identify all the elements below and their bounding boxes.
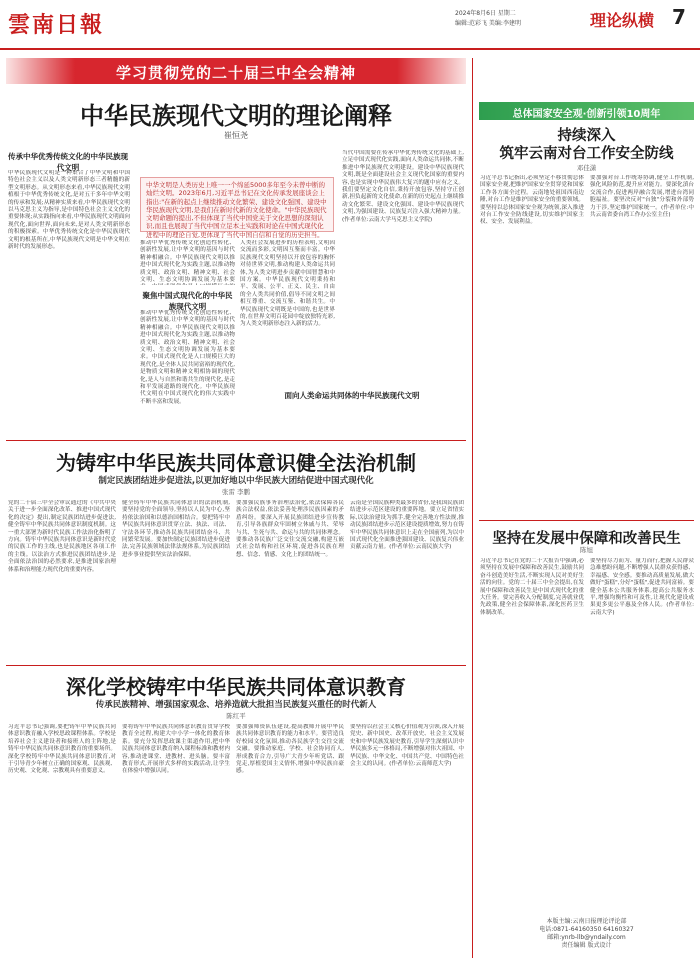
article3-column-3: 要加强师资队伍建设,提高教师开展中华民族共同体意识教育的能力和水平。要营造良好校园文化氛围,推动各民族学生交往交流交融。要推动家庭、学校、社会协同育人,形成教育合力,引导广大青少年听党话、跟党走,厚植爱国主义情怀,增强中华民族自豪感。 bbox=[236, 724, 344, 775]
right2-author: 陈旭 bbox=[580, 546, 593, 554]
editorial-footer bbox=[479, 918, 694, 950]
section-title: 理论纵横 bbox=[590, 11, 655, 30]
article2-title: 为铸牢中华民族共同体意识健全法治机制 bbox=[56, 451, 416, 475]
article2-column-3: 要加强民族事务治理法治化,依法保障各民族合法权益,依法妥善处理涉民族因素的矛盾纠纷。要深入开展民族团结进步宣传教育,引导各族群众牢固树立休戚与共、荣辱与共、生死与共、命运与共的共同体理念。要推动各民族广泛交往交流交融,构建互嵌式社会结构和社区环境,促进各民族在理想、信念、情感、文化上的团结统一。 bbox=[236, 500, 344, 558]
article2-column-2: 健全铸牢中华民族共同体意识的法治机制,要坚持党的全面领导,坚持以人民为中心,坚持依法治国和以德治国相结合。要把铸牢中华民族共同体意识贯穿立法、执法、司法、守法各环节,推动各民族共同团结奋斗、共同繁荣发展。要加快制定民族团结进步促进法,完善民族领域法律法规体系,为民族团结进步事业提供坚实法治保障。 bbox=[122, 500, 230, 558]
article1-column-4: 当代中国需要在传承中华优秀传统文化的基础上,立足中国式现代化实践,面向人类命运共同体,不断推进中华民族现代文明建设。建设中华民族现代文明,既是全面建设社会主义现代化国家的重要内容,也是实现中华民族伟大复兴的题中应有之义。我们要坚定文化自信,秉持开放包容,坚持守正创新,担负起新的文化使命,在新的历史起点上继续推动文化繁荣、建设文化强国、建设中华民族现代文明,为强国建设、民族复兴注入强大精神力量。(作者单位:云南大学马克思主义学院) bbox=[342, 150, 464, 223]
dateline bbox=[455, 9, 575, 29]
right1-column-2: 要加强对台工作统筹协调,健全工作机制,强化风险防范,提升应对能力。要深化滇台交流合作,促进两岸融合发展,增进台湾同胞福祉。要坚决反对"台独"分裂和外部势力干涉,坚定维护国家统一。(作者单位:中共云南省委台湾工作办公室主任) bbox=[590, 175, 694, 219]
right-green-banner-text: 总体国家安全观·创新引领10周年 bbox=[512, 109, 661, 120]
article3-author: 陈红平 bbox=[226, 712, 246, 720]
right2-column-1: 习近平总书记在党的二十大报告中强调,必须坚持在发展中保障和改善民生,鼓励共同奋斗创造美好生活,不断实现人民对美好生活的向往。党的二十届三中全会提出,在发展中保障和改善民生是中国式现代化的重大任务。要完善收入分配制度,完善就业优先政策,健全社会保障体系,深化医药卫生体制改革。 bbox=[480, 558, 584, 616]
masthead bbox=[0, 0, 700, 50]
article1-subheading-1: 传承中华优秀传统文化的中华民族现代文明 bbox=[8, 152, 128, 172]
right2-title: 坚持在发展中保障和改善民生 bbox=[492, 530, 681, 547]
right1-title-line2: 筑牢云南对台工作安全防线 bbox=[499, 145, 674, 162]
footer-line-2: 电话:0871-64160350 64160327 bbox=[539, 926, 634, 933]
article1-column-2a: 推动中华优秀传统文化创造性转化、创新性发展,让中华文明的基因与时代精神相融合。中华民族现代文明以推进中国式现代化为实践主题,以推动物质文明、政治文明、精神文明、社会文明、生态文明协调发展为基本要 bbox=[140, 240, 235, 284]
article2-author: 张雷 李鹏 bbox=[221, 488, 251, 496]
article1-column-1: 中华民族现代文明是一种集合了中华文明和中国特色社会主义以及人类文明新形态三者精髓的新型文明形态。从文明形态来看,中华民族现代文明植根于中华优秀传统文化,是对五千多年中华文明的传承和发展;从精神实质来看,中华民族现代文明以马克思主义为指导,是中国特色社会主义文化的重要体现;从实践指向来看,中华民族现代文明面向现代化,面向世界,面向未来,是对人类文明新形态的积极探索。中华优秀传统文化是中华民族现代文明的根基所在,中华民族现代文明是中华文明在新时代的发展形态。 bbox=[8, 170, 130, 251]
theme-banner-text: 学习贯彻党的二十届三中全会精神 bbox=[115, 64, 356, 82]
pull-quote-text: 中华文明是人类历史上唯一一个绵延5000多年至今未曾中断的灿烂文明。2023年6月,习近平总书记在文化传承发展座谈会上指出:"在新的起点上继续推动文化繁荣、建设文化强国、建设中华民族现代文明,是我们在新时代新的文化使命。"中华民族现代文明命题的提出,不但体现了当代中国党关于文化思想的深刻认识,而且也展现了当代中国立足本土实践和对论在中国式现代化进程中的理论自觉,更体现了当代中国自信和自觉的历史担当。 bbox=[146, 181, 327, 239]
article3-column-4: 要坚持以社会主义核心价值观为引领,深入开展党史、新中国史、改革开放史、社会主义发展史和中华民族发展史教育,引导学生深刻认识中华民族多元一体格局,不断增强对伟大祖国、中华民族、中华文化、中国共产党、中国特色社会主义的认同。(作者单位:云南师范大学) bbox=[350, 724, 464, 768]
footer-line-1: 本版主编:云南日报理论评论部 bbox=[546, 918, 627, 925]
right-section-divider bbox=[479, 520, 694, 521]
right1-title bbox=[479, 127, 694, 163]
right1-title-line1: 持续深入 bbox=[557, 127, 616, 144]
article3-title: 深化学校铸牢中华民族共同体意识教育 bbox=[66, 675, 406, 699]
right1-column-1: 习近平总书记指出,必须坚定不移贯彻总体国家安全观,把维护国家安全贯穿党和国家工作各方面全过程。云南地处祖国西南边陲,对台工作是维护国家安全的重要领域。要坚持以总体国家安全观为统领,深入推进对台工作安全防线建设,切实维护国家主权、安全、发展利益。 bbox=[480, 175, 584, 226]
footer-line-4: 责任编辑 版式设计 bbox=[561, 942, 612, 949]
footer-line-3: 邮箱:ynrb-llb@yndaily.com bbox=[547, 934, 626, 941]
article3-column-1: 习近平总书记强调,要把铸牢中华民族共同体意识教育融入学校思政课程体系。学校是培养社会主义建设者和接班人的主阵地,是铸牢中华民族共同体意识教育的重要场所。深化学校铸牢中华民族共同体意识教育,对于引导青少年树立正确的国家观、民族观、历史观、文化观、宗教观具有重要意义。 bbox=[8, 724, 116, 775]
article1-column-3: 人类社会发展进步的历程表明,文明因交流而多彩,文明因互鉴而丰富。中华民族现代文明坚持以开放包容的胸怀对待世界文明,推动构建人类命运共同体,为人类文明进步贡献中国智慧和中国方案。中华民族现代文明秉持和平、发展、公平、正义、民主、自由的全人类共同价值,倡导不同文明之间相互尊重、交流互鉴、和谐共生。中华民族现代文明既是中国的,也是世界的,在世界文明百花园中绽放独特光彩,为人类文明新形态注入新的活力。 bbox=[240, 240, 335, 328]
right1-author: 邓佳潇 bbox=[576, 164, 597, 172]
article1-subheading-2: 聚焦中国式现代化的中华民族现代文明 bbox=[142, 291, 233, 311]
article1-pull-quote bbox=[140, 177, 334, 239]
date-line-1: 2024年8月6日 星期二 bbox=[455, 10, 516, 17]
section-divider-2 bbox=[6, 665, 466, 666]
section-divider-1 bbox=[6, 440, 466, 441]
column-divider bbox=[472, 58, 473, 958]
article2-deck: 制定民族团结进步促进法,以更加好地以中华民族大团结促进中国式现代化 bbox=[98, 476, 374, 486]
article2-column-4: 云南是全国民族种类最多的省份,是我国民族团结进步示范区建设的重要阵地。要立足省情实际,以法治建设为抓手,健全完善地方性法规,推动民族团结进步示范区建设提质增效,努力在铸牢中华民族共同体意识上走在全国前列,为以中国式现代化全面推进强国建设、民族复兴伟业贡献云南力量。(作者单位:云南民族大学) bbox=[350, 500, 464, 551]
article3-deck: 传承民族精神、增强国家观念、培养造就大批担当民族复兴重任的时代新人 bbox=[95, 700, 377, 710]
newspaper-logo: 雲南日報 bbox=[8, 12, 105, 38]
date-line-2: 编辑:范彩飞 美编:李建明 bbox=[455, 20, 521, 27]
article1-author: 崔恒尧 bbox=[224, 131, 248, 140]
article1-subheading-3: 面向人类命运共同体的中华民族现代文明 bbox=[284, 391, 420, 400]
page-number: 7 bbox=[672, 5, 686, 29]
article3-column-2: 要将铸牢中华民族共同体意识教育贯穿学校教育全过程,构建大中小学一体化的教育体系。要充分发挥思政课主渠道作用,把中华民族共同体意识教育纳入课程标准和教材内容,推动进课堂、进教材、进头脑。要丰富教育形式,开展形式多样的实践活动,让学生在体验中增强认同。 bbox=[122, 724, 230, 775]
article1-column-2b: 推动中华优秀传统文化创造性转化、创新性发展,让中华文明的基因与时代精神相融合。中华民族现代文明以推进中国式现代化为实践主题,以推动物质文明、政治文明、精神文明、社会文明、生态文明协调发展为基本要求。中国式现代化是人口规模巨大的现代化,是全体人民共同富裕的现代化,是物质文明和精神文明相协调的现代化,是人与自然和谐共生的现代化,是走和平发展道路的现代化。中华民族现代文明在中国式现代化的伟大实践中不断丰富和发展。 bbox=[140, 310, 235, 405]
theme-banner bbox=[6, 58, 466, 84]
right2-column-2: 要坚持尽力而为、量力而行,把握人民群众急难愁盼问题,不断增强人民群众获得感、幸福感、安全感。要推动高质量发展,做大做好"蛋糕",分好"蛋糕",促进共同富裕。要健全基本公共服务体系,提高公共服务水平,增强均衡性和可及性,让现代化建设成果更多更公平惠及全体人民。(作者单位:云南大学) bbox=[590, 558, 694, 616]
article1-title: 中华民族现代文明的理论阐释 bbox=[80, 101, 392, 130]
article2-column-1: 党的二十届三中全会审议通过的《中共中央关于进一步全面深化改革、推进中国式现代化的决定》提出,制定民族团结进步促进法,健全铸牢中华民族共同体意识制度机制。这一重大部署为新时代民族工作法治化指明了方向。铸牢中华民族共同体意识是新时代党的民族工作的主线,也是民族地区各项工作的主线。以法治方式推进民族团结进步,是全面依法治国的必然要求,是推进国家治理体系和治理能力现代化的重要内容。 bbox=[8, 500, 116, 573]
right-green-banner bbox=[479, 102, 694, 120]
